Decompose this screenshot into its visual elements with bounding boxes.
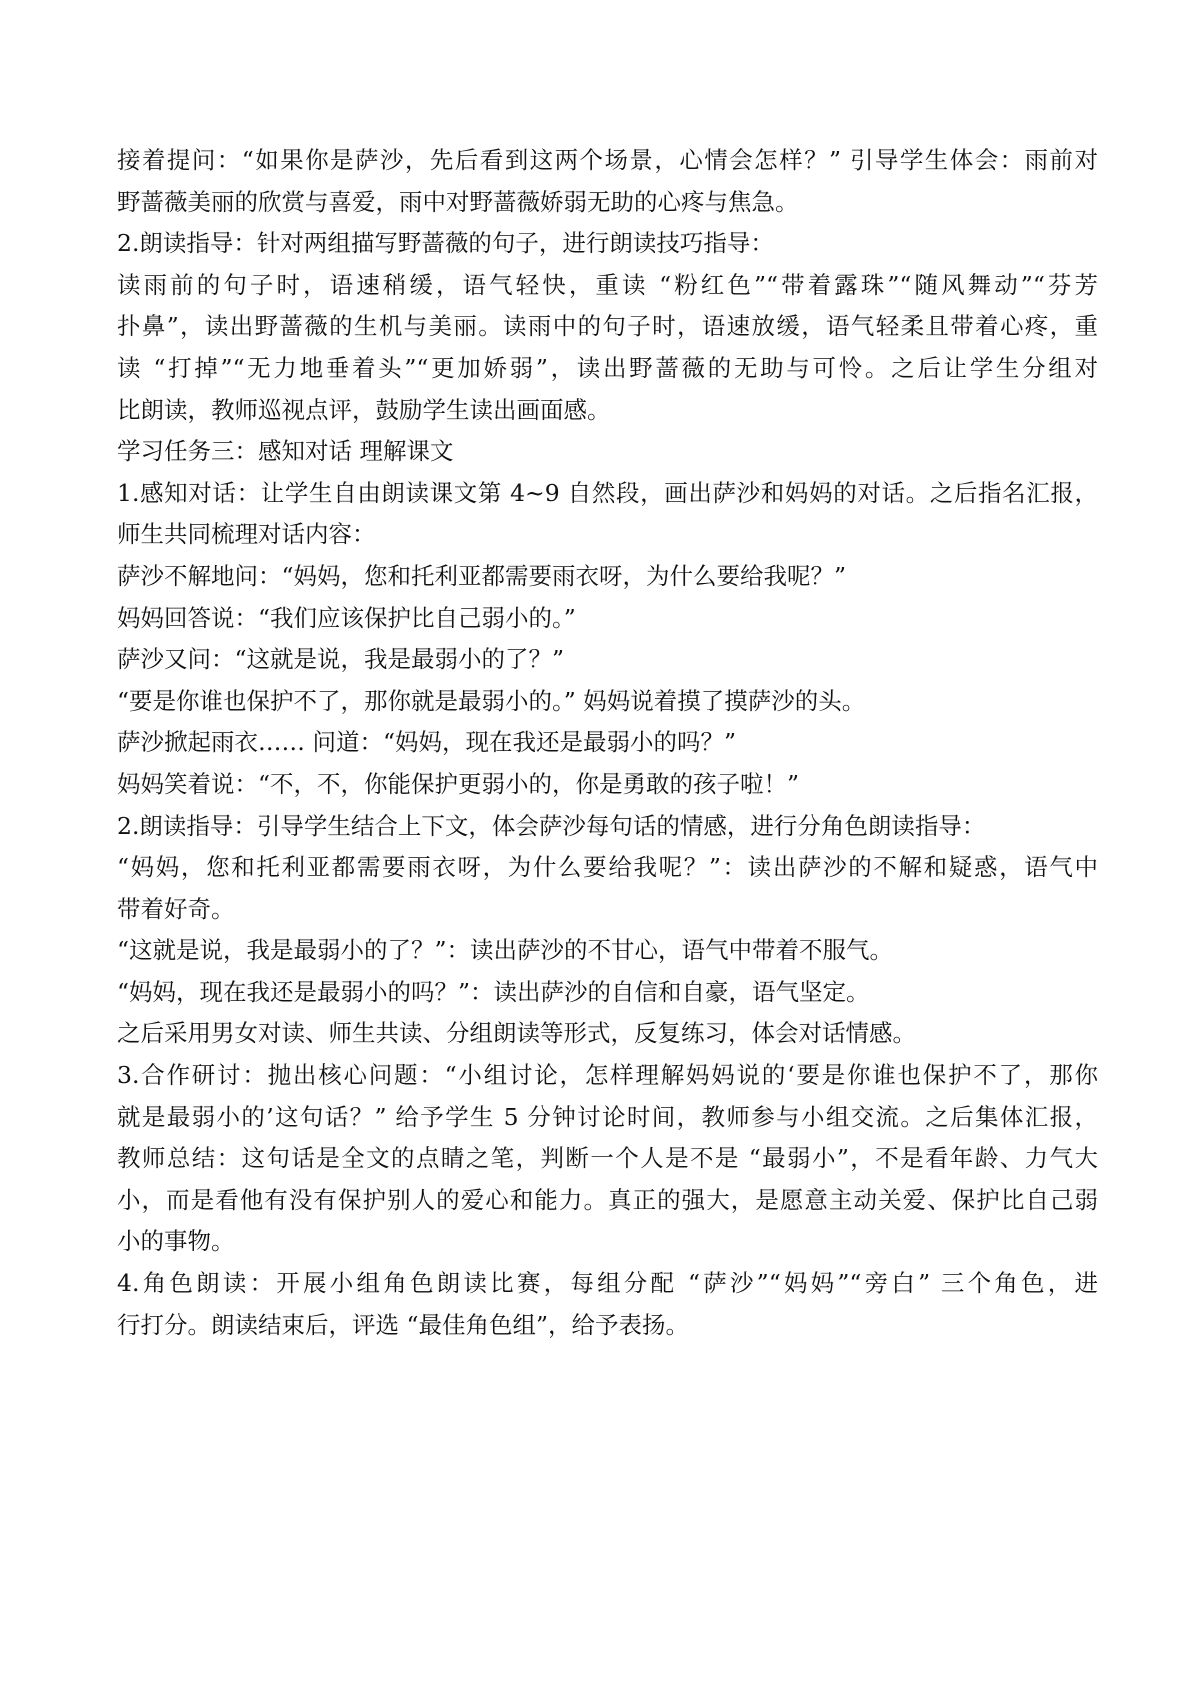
dialogue-line: 妈妈笑着说：“不，不，你能保护更弱小的，你是勇敢的孩子啦！”: [117, 769, 800, 798]
text-line: “妈妈，现在我还是最弱小的吗？”：读出萨沙的自信和自豪，语气坚定。: [117, 977, 870, 1006]
text-line: 扑鼻”，读出野蔷薇的生机与美丽。读雨中的句子时，语速放缓，语气轻柔且带着心疼，重: [117, 312, 1098, 341]
text-line: 小的事物。: [117, 1227, 235, 1256]
dialogue-line: “要是你谁也保护不了，那你就是最弱小的。” 妈妈说着摸了摸萨沙的头。: [117, 686, 866, 715]
text-line: 就是最弱小的’这句话？” 给予学生 5 分钟讨论时间，教师参与小组交流。之后集体汇报，: [117, 1102, 1098, 1131]
text-line: 行打分。朗读结束后，评选 “最佳角色组”，给予表扬。: [117, 1310, 689, 1339]
text-line: 3.合作研讨：抛出核心问题：“小组讨论，怎样理解妈妈说的‘要是你谁也保护不了，那你: [117, 1061, 1098, 1090]
text-line: 4.角色朗读：开展小组角色朗读比赛，每组分配 “萨沙”“妈妈”“旁白” 三个角色，进: [117, 1269, 1098, 1298]
text-line: 师生共同梳理对话内容：: [117, 520, 376, 549]
text-line: 接着提问：“如果你是萨沙，先后看到这两个场景，心情会怎样？” 引导学生体会：雨前对: [117, 146, 1098, 174]
dialogue-line: 萨沙掀起雨衣…… 问道：“妈妈，现在我还是最弱小的吗？”: [117, 728, 736, 757]
text-line: 比朗读，教师巡视点评，鼓励学生读出画面感。: [117, 395, 611, 424]
text-line: 教师总结：这句话是全文的点睛之笔，判断一个人是不是 “最弱小”，不是看年龄、力气大: [117, 1144, 1098, 1173]
text-line: “这就是说，我是最弱小的了？”：读出萨沙的不甘心，语气中带着不服气。: [117, 936, 894, 965]
text-line: 1.感知对话：让学生自由朗读课文第 4~9 自然段，画出萨沙和妈妈的对话。之后指名汇报，: [117, 478, 1098, 507]
section-heading: 学习任务三：感知对话 理解课文: [117, 437, 454, 466]
document-body: [117, 140, 1098, 1346]
dialogue-line: 萨沙又问：“这就是说，我是最弱小的了？”: [117, 645, 565, 674]
text-line: 野蔷薇美丽的欣赏与喜爱，雨中对野蔷薇娇弱无助的心疼与焦急。: [117, 187, 799, 216]
text-line: 小，而是看他有没有保护别人的爱心和能力。真正的强大，是愿意主动关爱、保护比自己弱: [117, 1185, 1098, 1214]
text-line: 2.朗读指导：针对两组描写野蔷薇的句子，进行朗读技巧指导：: [117, 229, 774, 258]
text-line: 带着好奇。: [117, 894, 235, 923]
text-line: 2.朗读指导：引导学生结合上下文，体会萨沙每句话的情感，进行分角色朗读指导：: [117, 811, 986, 840]
text-line: 之后采用男女对读、师生共读、分组朗读等形式，反复练习，体会对话情感。: [117, 1019, 916, 1048]
text-line: 读雨前的句子时，语速稍缓，语气轻快，重读 “粉红色”“带着露珠”“随风舞动”“芬芳: [117, 270, 1098, 299]
dialogue-line: 萨沙不解地问：“妈妈，您和托利亚都需要雨衣呀，为什么要给我呢？”: [117, 561, 847, 590]
text-line: “妈妈，您和托利亚都需要雨衣呀，为什么要给我呢？”：读出萨沙的不解和疑惑，语气中: [117, 853, 1098, 882]
dialogue-line: 妈妈回答说：“我们应该保护比自己弱小的。”: [117, 603, 576, 632]
text-line: 读 “打掉”“无力地垂着头”“更加娇弱”，读出野蔷薇的无助与可怜。之后让学生分组对: [117, 353, 1098, 382]
